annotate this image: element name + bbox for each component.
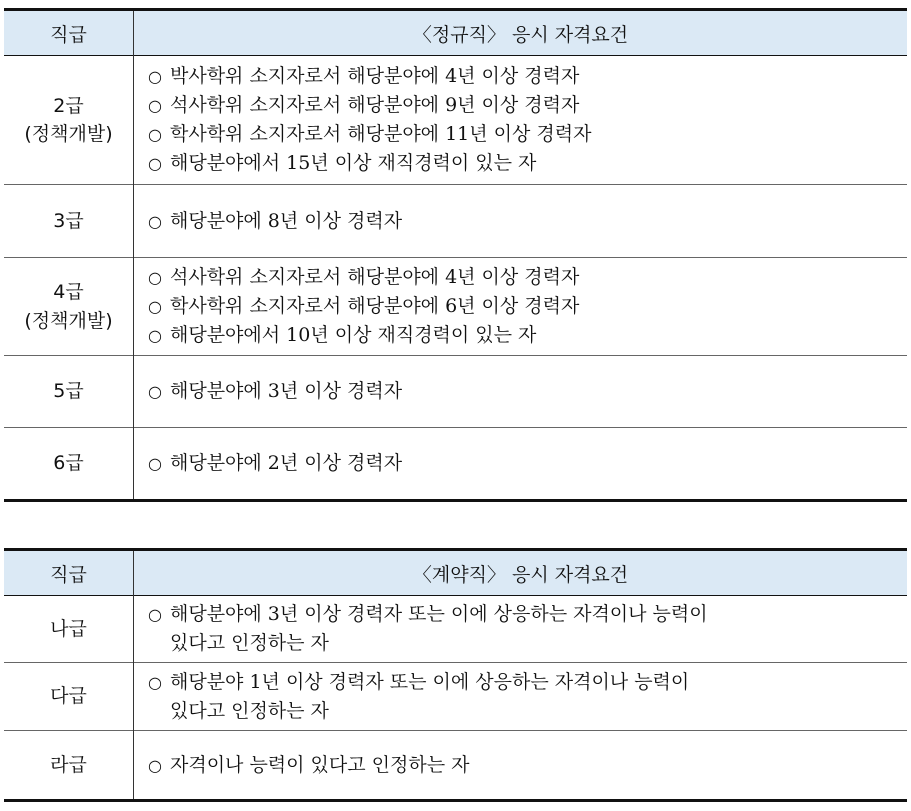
requirement-cell xyxy=(134,731,908,801)
requirement-item-continuation: 있다고 인정하는 자 xyxy=(170,699,329,722)
circle-bullet-icon: ○ xyxy=(148,211,162,231)
table-row xyxy=(4,663,907,731)
requirement-cell xyxy=(134,185,908,258)
table-row xyxy=(4,428,907,501)
requirement-cell xyxy=(134,258,908,356)
requirement-column-header: 〈계약직〉 응시 자격요건 xyxy=(134,550,908,596)
requirement-item: ○ 해당분야에서 15년 이상 재직경력이 있는 자 xyxy=(148,149,897,178)
grade-cell: 5급 xyxy=(53,380,84,403)
table-row xyxy=(4,185,907,258)
circle-bullet-icon: ○ xyxy=(148,125,162,144)
grade-cell: 3급 xyxy=(53,209,84,232)
requirement-cell xyxy=(134,663,908,731)
circle-bullet-icon: ○ xyxy=(148,268,162,287)
circle-bullet-icon: ○ xyxy=(148,672,162,692)
grade-cell: 나급 xyxy=(50,617,87,640)
circle-bullet-icon: ○ xyxy=(148,755,162,775)
circle-bullet-icon: ○ xyxy=(148,382,162,401)
table-row xyxy=(4,356,907,428)
grade-cell: 6급 xyxy=(53,452,84,475)
grade-cell: 2급 (정책개발) xyxy=(24,94,113,145)
requirement-item: ○ 해당분야 1년 이상 경력자 또는 이에 상응하는 자격이나 능력이 xyxy=(148,668,897,697)
requirement-item-continuation: 있다고 인정하는 자 xyxy=(170,632,329,654)
circle-bullet-icon: ○ xyxy=(148,154,162,173)
requirement-item: ○ 해당분야에 3년 이상 경력자 또는 이에 상응하는 자격이나 능력이 xyxy=(148,600,897,629)
regular-requirements-table xyxy=(4,8,907,502)
table-row xyxy=(4,596,907,663)
table-row xyxy=(4,731,907,801)
requirement-cell xyxy=(134,428,908,501)
requirement-cell xyxy=(134,596,908,663)
grade-cell: 다급 xyxy=(50,685,87,708)
requirement-item: ○ 학사학위 소지자로서 해당분야에 11년 이상 경력자 xyxy=(148,120,897,149)
circle-bullet-icon: ○ xyxy=(148,454,162,473)
requirement-item: ○ 해당분야에 8년 이상 경력자 xyxy=(148,207,897,236)
requirement-cell xyxy=(134,56,908,185)
circle-bullet-icon: ○ xyxy=(148,67,162,86)
circle-bullet-icon: ○ xyxy=(148,326,162,345)
grade-column-header: 직급 xyxy=(4,550,134,596)
grade-column-header: 직급 xyxy=(4,10,134,56)
requirement-item: ○ 자격이나 능력이 있다고 인정하는 자 xyxy=(148,751,897,780)
requirement-item: ○ 학사학위 소지자로서 해당분야에 6년 이상 경력자 xyxy=(148,292,897,321)
circle-bullet-icon: ○ xyxy=(148,96,162,115)
requirement-item: ○ 해당분야에 3년 이상 경력자 xyxy=(148,377,897,406)
table-row xyxy=(4,258,907,356)
requirement-item: ○ 석사학위 소지자로서 해당분야에 9년 이상 경력자 xyxy=(148,91,897,120)
requirement-cell xyxy=(134,356,908,428)
requirement-item: ○ 석사학위 소지자로서 해당분야에 4년 이상 경력자 xyxy=(148,263,897,292)
grade-cell: 라급 xyxy=(50,753,87,776)
requirement-item: ○ 해당분야에 2년 이상 경력자 xyxy=(148,449,897,478)
grade-cell: 4급 (정책개발) xyxy=(24,281,113,332)
table-header-row xyxy=(4,10,907,56)
table-header-row xyxy=(4,550,907,596)
requirement-column-header: 〈정규직〉 응시 자격요건 xyxy=(134,10,908,56)
circle-bullet-icon: ○ xyxy=(148,297,162,316)
requirement-item: ○ 해당분야에서 10년 이상 재직경력이 있는 자 xyxy=(148,321,897,350)
table-row xyxy=(4,56,907,185)
circle-bullet-icon: ○ xyxy=(148,605,162,624)
contract-requirements-table xyxy=(4,548,907,802)
requirement-item: ○ 박사학위 소지자로서 해당분야에 4년 이상 경력자 xyxy=(148,62,897,91)
